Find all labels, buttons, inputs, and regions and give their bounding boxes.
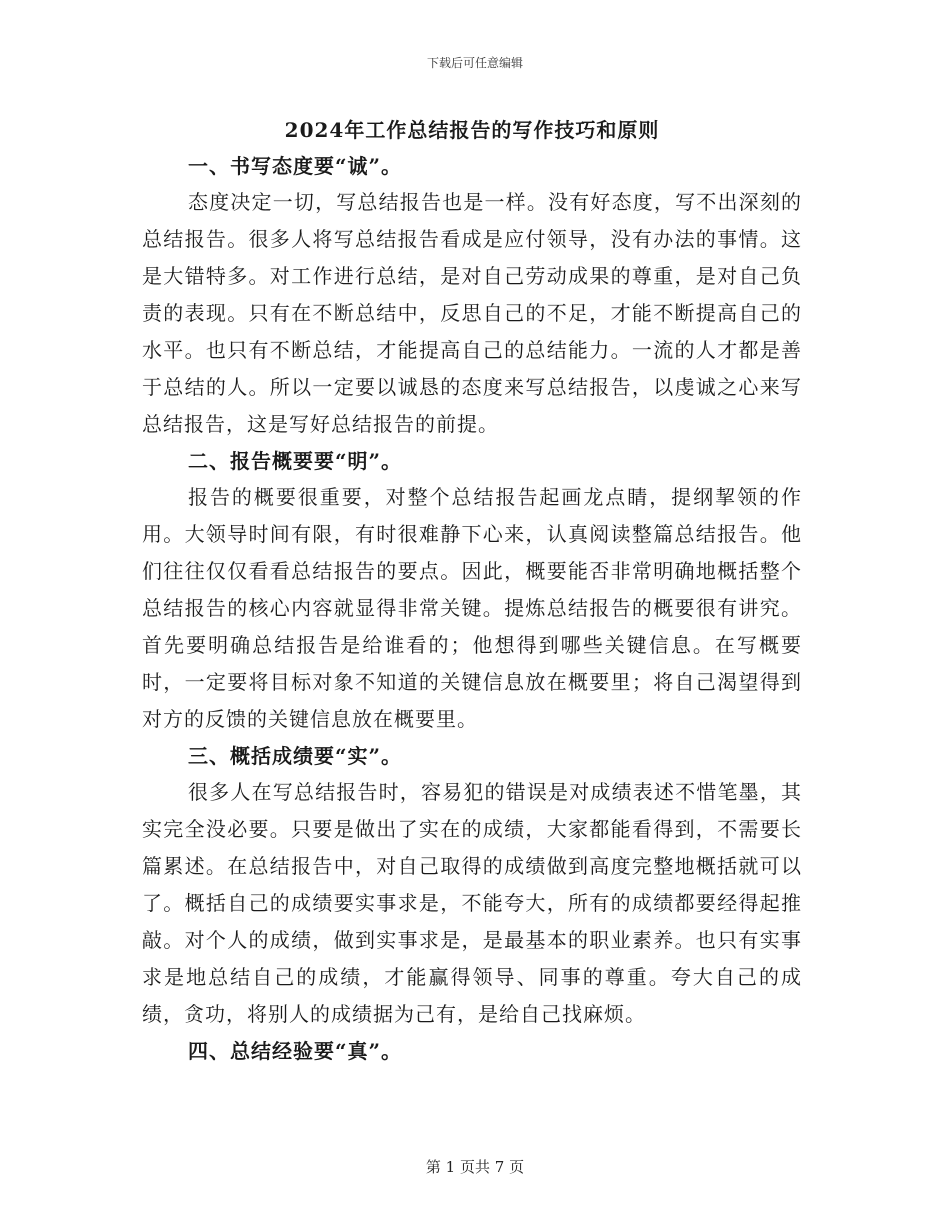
page-number: 第 1 页共 7 页 [425,1158,525,1176]
section-paragraph-1: 态度决定一切，写总结报告也是一样。没有好态度，写不出深刻的总结报告。很多人将写总结报告看成是应付领导，没有办法的事情。这是大错特多。对工作进行总结，是对自己劳动成果的尊重，是对自己负责的表现。只有在不断总结中，反思自己的不足，才能不断提高自己的水平。也只有不断总结，才能提高自己的总结能力。一流的人才都是善于总结的人。所以一定要以诚恳的态度来写总结报告，以虔诚之心来写总结报告，这是写好总结报告的前提。 [142,190,802,436]
document-body [142,112,802,1069]
section-paragraph-3: 很多人在写总结报告时，容易犯的错误是对成绩表述不惜笔墨，其实完全没必要。只要是做出了实在的成绩，大家都能看得到，不需要长篇累述。在总结报告中，对自己取得的成绩做到高度完整地概括就可以了。概括自己的成绩要实事求是，不能夸大，所有的成绩都要经得起推敲。对个人的成绩，做到实事求是，是最基本的职业素养。也只有实事求是地总结自己的成绩，才能赢得领导、同事的尊重。夸大自己的成绩，贪功，将别人的成绩据为己有，是给自己找麻烦。 [142,780,802,1026]
section-paragraph-2: 报告的概要很重要，对整个总结报告起画龙点睛，提纲挈领的作用。大领导时间有限，有时很难静下心来，认真阅读整篇总结报告。他们往往仅仅看看总结报告的要点。因此，概要能否非常明确地概括整个总结报告的核心内容就显得非常关键。提炼总结报告的概要很有讲究。首先要明确总结报告是给谁看的；他想得到哪些关键信息。在写概要时，一定要将目标对象不知道的关键信息放在概要里；将自己渴望得到对方的反馈的关键信息放在概要里。 [142,485,802,731]
section-heading-3: 三、概括成绩要“实”。 [188,744,403,768]
header-note: 下载后可任意编辑 [426,56,523,70]
document-title: 2024年工作总结报告的写作技巧和原则 [284,118,660,142]
section-heading-2: 二、报告概要要“明”。 [188,449,403,473]
section-heading-4: 四、总结经验要“真”。 [188,1039,403,1063]
section-heading-1: 一、书写态度要“诚”。 [188,154,403,178]
